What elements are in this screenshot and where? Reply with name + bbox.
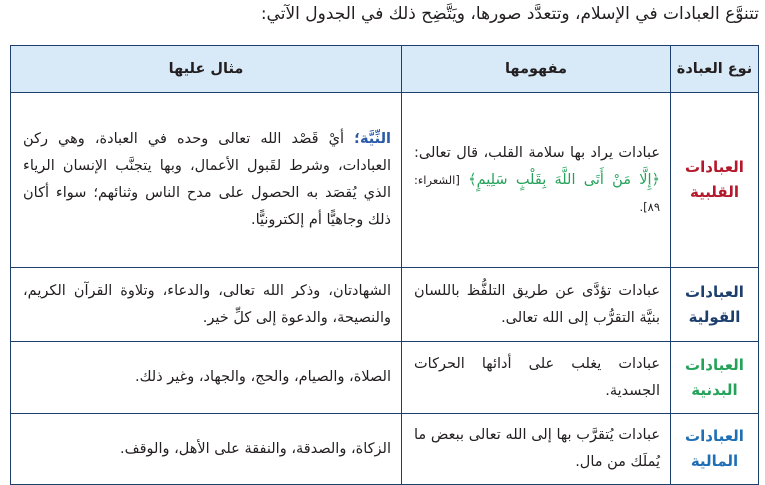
type-name: العبادات (685, 282, 744, 301)
quran-verse: ﴿إِلَّا مَنْ أَتَى اللَّهَ بِقَلْبٍ سَلِيمٍ﴾ (468, 171, 661, 188)
type-cell-heart (671, 93, 759, 268)
table-row (11, 93, 759, 268)
concept-cell: عبادات يغلب على أدائها الحركات الجسدية. (402, 342, 671, 414)
type-name: العبادات (685, 355, 744, 374)
example-cell (11, 93, 402, 268)
type-cell-verbal (671, 268, 759, 342)
type-qualifier: المالية (690, 452, 739, 470)
table-row (11, 268, 759, 342)
type-qualifier: القولية (688, 307, 741, 326)
table-row (11, 414, 759, 485)
niyya-term: النِّيَّة؛ (354, 131, 391, 147)
header-type: نوع العبادة (671, 46, 759, 93)
concept-cell: عبادات يُتقرَّب بها إلى الله تعالى ببعض ما يُملَك من مال. (402, 414, 671, 485)
example-cell: الصلاة، والصيام، والحج، والجهاد، وغير ذلك. (11, 342, 402, 414)
type-name: العبادات (685, 427, 744, 445)
example-cell: الشهادتان، وذكر الله تعالى، والدعاء، وتلاوة القرآن الكريم، والنصيحة، والدعوة إلى كلِّ خير. (11, 268, 402, 342)
concept-cell: عبادات تؤدَّى عن طريق التلفُّظ باللسان بنيَّة التقرُّب إلى الله تعالى. (402, 268, 671, 342)
type-cell-physical (671, 342, 759, 414)
type-qualifier: القلبية (689, 183, 740, 201)
table-header-row (11, 46, 759, 93)
intro-text: تتنوَّع العبادات في الإسلام، وتتعدَّد صورها، ويَتَّضِح ذلك في الجدول الآتي: (260, 4, 759, 24)
header-example: مثال عليها (11, 46, 402, 93)
header-concept: مفهومها (402, 46, 671, 93)
type-qualifier: البدنية (691, 380, 738, 399)
table-row (11, 342, 759, 414)
type-name: العبادات (685, 158, 744, 176)
example-cell: الزكاة، والصدقة، والنفقة على الأهل، والوقف. (11, 414, 402, 485)
type-cell-financial (671, 414, 759, 485)
worship-types-table (10, 45, 759, 485)
concept-cell (402, 93, 671, 268)
verse-reference: [الشعراء: ٨٩]. (414, 172, 660, 214)
example-text: أيْ قَصْد الله تعالى وحده في العبادة، وهي ركن العبادات، وشرط لقَبول الأعمال، وبها يتجنَّب الإنسان الرياء الذي يُقصَد به الحصول على مدح الناس وثنائهم؛ سواء أكان ذلك وجاهيًّا أم إلكترونيًّا. (23, 131, 391, 228)
concept-text: عبادات يراد بها سلامة القلب، قال تعالى: (414, 144, 660, 161)
